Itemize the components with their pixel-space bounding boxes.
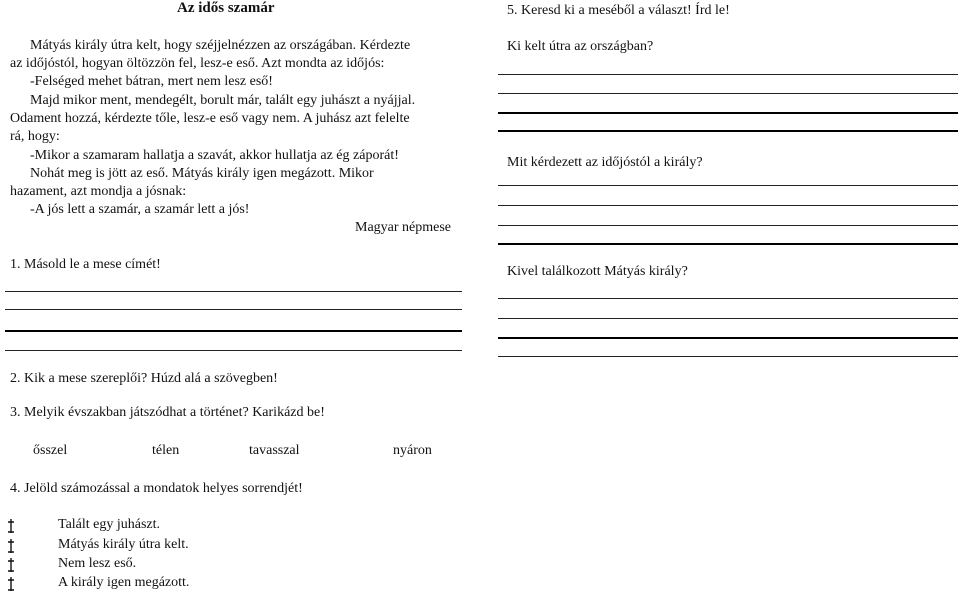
story-line: Nohát meg is jött az eső. Mátyás király igen megázott. Mikor xyxy=(30,166,374,181)
season-option-winter[interactable]: télen xyxy=(152,443,180,458)
answer-line[interactable] xyxy=(498,337,958,339)
answer-line[interactable] xyxy=(498,130,958,132)
story-source: Magyar népmese xyxy=(355,220,452,235)
answer-line[interactable] xyxy=(498,205,958,206)
numbering-box-icon[interactable] xyxy=(6,557,16,573)
answer-line[interactable] xyxy=(498,225,958,226)
season-option-spring[interactable]: tavasszal xyxy=(249,443,300,458)
order-sentence: Nem lesz eső. xyxy=(58,556,137,571)
story-line: -A jós lett a szamár, a szamár lett a jós! xyxy=(30,202,250,217)
story-line: Odament hozzá, kérdezte tőle, lesz-e eső vagy nem. A juhász azt felelte xyxy=(10,111,410,126)
worksheet-title: Az idős szamár xyxy=(177,0,275,16)
story-line: hazament, azt mondja a jósnak: xyxy=(10,184,187,199)
task-2-label: 2. Kik a mese szereplői? Húzd alá a szövegben! xyxy=(10,371,278,386)
answer-line[interactable] xyxy=(498,112,958,114)
answer-line[interactable] xyxy=(498,356,958,357)
answer-line[interactable] xyxy=(498,185,958,186)
answer-line[interactable] xyxy=(5,330,462,332)
answer-line[interactable] xyxy=(5,350,462,351)
order-sentence: A király igen megázott. xyxy=(58,575,190,590)
task-1-label: 1. Másold le a mese címét! xyxy=(10,257,161,272)
question-3: Kivel találkozott Mátyás király? xyxy=(507,264,688,279)
numbering-box-icon[interactable] xyxy=(6,538,16,554)
story-line: -Felséged mehet bátran, mert nem lesz eső! xyxy=(30,74,273,89)
answer-line[interactable] xyxy=(498,93,958,94)
order-sentence: Mátyás király útra kelt. xyxy=(58,537,189,552)
story-line: rá, hogy: xyxy=(10,129,60,144)
order-sentence: Talált egy juhászt. xyxy=(58,517,161,532)
answer-line[interactable] xyxy=(498,74,958,75)
story-line: Mátyás király útra kelt, hogy széjjelnézzen az országában. Kérdezte xyxy=(30,38,411,53)
numbering-box-icon[interactable] xyxy=(6,576,16,592)
story-line: -Mikor a szamaram hallatja a szavát, akkor hullatja az ég záporát! xyxy=(30,148,399,163)
answer-line[interactable] xyxy=(498,298,958,299)
answer-line[interactable] xyxy=(5,309,462,310)
task-3-label: 3. Melyik évszakban játszódhat a történet? Karikázd be! xyxy=(10,405,325,420)
season-option-summer[interactable]: nyáron xyxy=(393,443,432,458)
season-option-autumn[interactable]: ősszel xyxy=(33,443,68,458)
story-line: az időjóstól, hogyan öltözzön fel, lesz-e eső. Azt mondta az időjós: xyxy=(10,56,385,71)
question-2: Mit kérdezett az időjóstól a király? xyxy=(507,155,703,170)
answer-line[interactable] xyxy=(498,243,958,245)
question-1: Ki kelt útra az országban? xyxy=(507,39,654,54)
numbering-box-icon[interactable] xyxy=(6,518,16,534)
task-5-label: 5. Keresd ki a meséből a választ! Írd le! xyxy=(507,3,730,18)
task-4-label: 4. Jelöld számozással a mondatok helyes sorrendjét! xyxy=(10,481,303,496)
answer-line[interactable] xyxy=(498,318,958,319)
story-line: Majd mikor ment, mendegélt, borult már, talált egy juhászt a nyájjal. xyxy=(30,93,416,108)
answer-line[interactable] xyxy=(5,291,462,292)
